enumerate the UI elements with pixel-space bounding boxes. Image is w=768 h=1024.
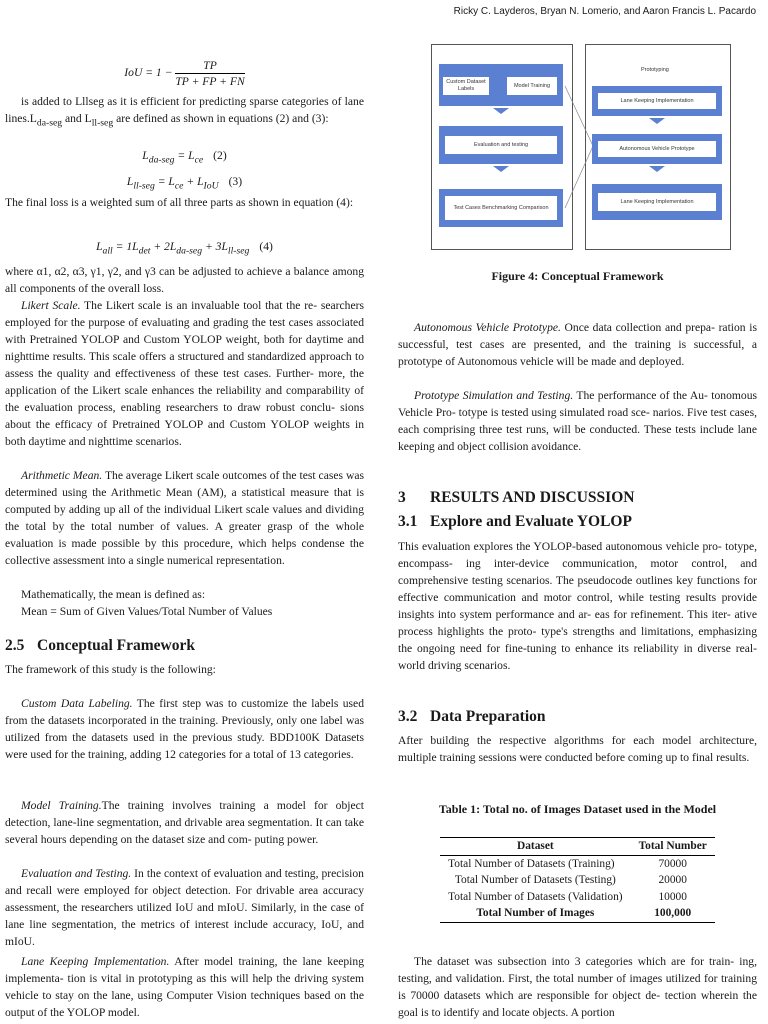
table-cell: 20000 [658,874,687,886]
paragraph-loss-intro: is added to Lllseg as it is efficient for predicting sparse categories of lane $lines.L_{da-seg}$ and $L_{ll-seg}$ are defined as shown in equations (2) and (3): [5,95,364,129]
paragraph-math-defined: Mathematically, the mean is defined as: [21,588,206,601]
table-header-row [440,838,715,856]
paragraph-dataset-subsection: The dataset was subsection into 3 categories which are for train- ing, testing, and validation. First, the total number of images utilized for training is 70000 datasets which are responsible for object de- tection wherein the goal is to identify and locate objects. A portion [398,955,757,1019]
paragraph-model-training: Model Training.The training involves training a model for object detection, lane-line segmentation, and drivable area segmentation. It can take several hours depending on the dataset size and com- puting power. [5,799,364,846]
arrow-down-1 [493,108,509,114]
table-wrapper [398,837,757,923]
paragraph-prototype-simulation: Prototype Simulation and Testing. The performance of the Au- tonomous Vehicle Pro- totype is tested using simulated road sce- narios. Five test cases, each comprising three test runs, will be conducted. These tests include lane keeping and object collision avoidance. [398,389,757,453]
paragraph-av-prototype: Autonomous Vehicle Prototype. Once data collection and prepa- ration is successful, test cases are presented, and the training is successful, a prototype of Autonomous vehicle will be made and deployed. [398,321,757,368]
paragraph-arithmetic-mean: Arithmetic Mean. The average Likert scale outcomes of the test cases was determined using the Arithmetic Mean (AM), a statistical measure that is computed by adding up all of the individual Likert scale values and dividing the total by the total number of values. A greater grasp of the whole evaluation is made possible by this procedure, which helps condense the collective assessment into a single numerical representation. [5,469,364,567]
equation-iou [5,58,364,89]
iou-numerator: TP [175,58,244,74]
paragraph-lane-keeping: Lane Keeping Implementation. After model training, the lane keeping implementa- tion is vital in prototyping as this will help the driving system vehicle to stay on the lane, using Computer Vision techniques based on the output of the YOLOP model. [5,955,364,1019]
running-header: Ricky C. Layderos, Bryan N. Lomerio, and Aaron Francis L. Pacardo [453,6,756,17]
section-3-2-heading: 3.2 Data Preparation [398,708,546,725]
table-cell: Total Number of Datasets (Training) [448,857,615,870]
paragraph-mean-formula: Mean = Sum of Given Values/Total Number of Values [21,605,273,618]
paragraph-weights: where α1, α2, α3, γ1, γ2, and γ3 can be adjusted to achieve a balance among all components of the overall loss. [5,265,364,295]
equation-4: $L_{all} = 1L_{det} + 2L_{da-seg} + 3L_{ll-seg}$ (4) [96,240,273,257]
equation-2: $L_{da-seg} = L_{ce}$ (2) [142,149,227,166]
arrow-down-4 [649,166,665,172]
paragraph-custom-data-labeling: Custom Data Labeling. The first step was to customize the labels used from the datasets incorporated in the training. Previously, only one label was utilized from the datasets used in the previous study. BDD100K Datasets were used for the training, adding 12 categories for a total of 13 categories. [5,697,364,761]
figure-conceptual-framework [431,44,731,250]
card-lane-keeping-1: Lane Keeping Implementation [598,93,716,109]
paragraph-explore-yolop: This evaluation explores the YOLOP-based autonomous vehicle pro- totype, encompass- ing inter-device communication, motor control, and comprehensive testing scenarios. The pseudocode outlines key functions for effective communication and motor control, while testing results provide insights into system performance and ar- eas for refinement. This iter- ative process highlights the proto- type's strengths and limitations, emphasizing the ongoing need for fine-tuning to enhance its reliability in diverse real-world driving scenarios. [398,540,757,672]
dataset-table [440,837,715,923]
table-cell: 10000 [658,890,687,903]
table-cell: Total Number of Datasets (Testing) [454,874,616,886]
paragraph-final-loss: The final loss is a weighted sum of all three parts as shown in equation (4): [5,196,354,209]
table-cell: 70000 [658,857,687,870]
table-row [440,855,715,872]
paragraph-evaluation-testing: Evaluation and Testing. In the context of evaluation and testing, precision and recall were employed for object detection. For drivable area accuracy assessment, the researchers utilized IoU and mIoU. Similarly, in the case of lane line segmentation, the metrics of interest include accuracy, IoU, and mIoU. [5,867,364,948]
card-av-prototype: Autonomous Vehicle Prototype [598,141,716,157]
prototyping-label: Prototyping [641,67,669,73]
paragraph-framework: The framework of this study is the following: [5,663,216,676]
iou-lhs: IoU = 1 − [124,66,173,80]
table-cell: Total Number of Datasets (Validation) [448,890,623,903]
table-row-total [440,905,715,922]
table-header-cell: Total Number [631,838,715,856]
paragraph-data-preparation: After building the respective algorithms for each model architecture, multiple training sessions were conducted before coming up to final results. [398,734,757,764]
table-caption: Table 1: Total no. of Images Dataset used in the Model [438,802,717,816]
arrow-down-3 [649,118,665,124]
equation-3: $L_{ll-seg} = L_{ce} + L_{IoU}$ (3) [126,175,243,192]
arrow-down-2 [493,166,509,172]
card-model-training: Model Training [507,77,557,95]
iou-denominator: TP + FP + FN [175,75,245,88]
table-header-cell: Dataset [440,838,630,856]
card-lane-keeping-2: Lane Keeping Implementation [598,193,716,211]
table-row [440,889,715,906]
card-custom-dataset-labels: Custom Dataset Labels [443,77,489,95]
card-test-cases: Test Cases Benchmarking Comparison [445,196,557,220]
paragraph-likert: Likert Scale. The Likert scale is an invaluable tool that the re- searchers employed for the purpose of evaluating and grading the test cases associated with Pretrained YOLOP and Custom YOLOP weight, both for daytime and nighttime results. This scale offers a structured and standardized approach to assess the quality and effectiveness of these test cases. Further- more, the application of the Likert scale enhances the reliability and comparability of the evaluation process, enabling researchers to draw robust conclu- sions about the efficacy of Pretrained YOLOP and Custom YOLOP weights in both daytime and nighttime scenarios. [5,299,364,448]
table-cell: 100,000 [631,905,715,922]
table-row [440,872,715,889]
section-3-1-heading: 3.1 Explore and Evaluate YOLOP [398,513,632,530]
card-evaluation-testing: Evaluation and testing [445,136,557,154]
table-cell: Total Number of Images [440,905,630,922]
iou-fraction [175,58,244,89]
figure-caption: Figure 4: Conceptual Framework [491,269,664,283]
section-2-5-heading: 2.5 Conceptual Framework [5,637,195,654]
section-3-heading: 3 RESULTS AND DISCUSSION [398,489,635,506]
